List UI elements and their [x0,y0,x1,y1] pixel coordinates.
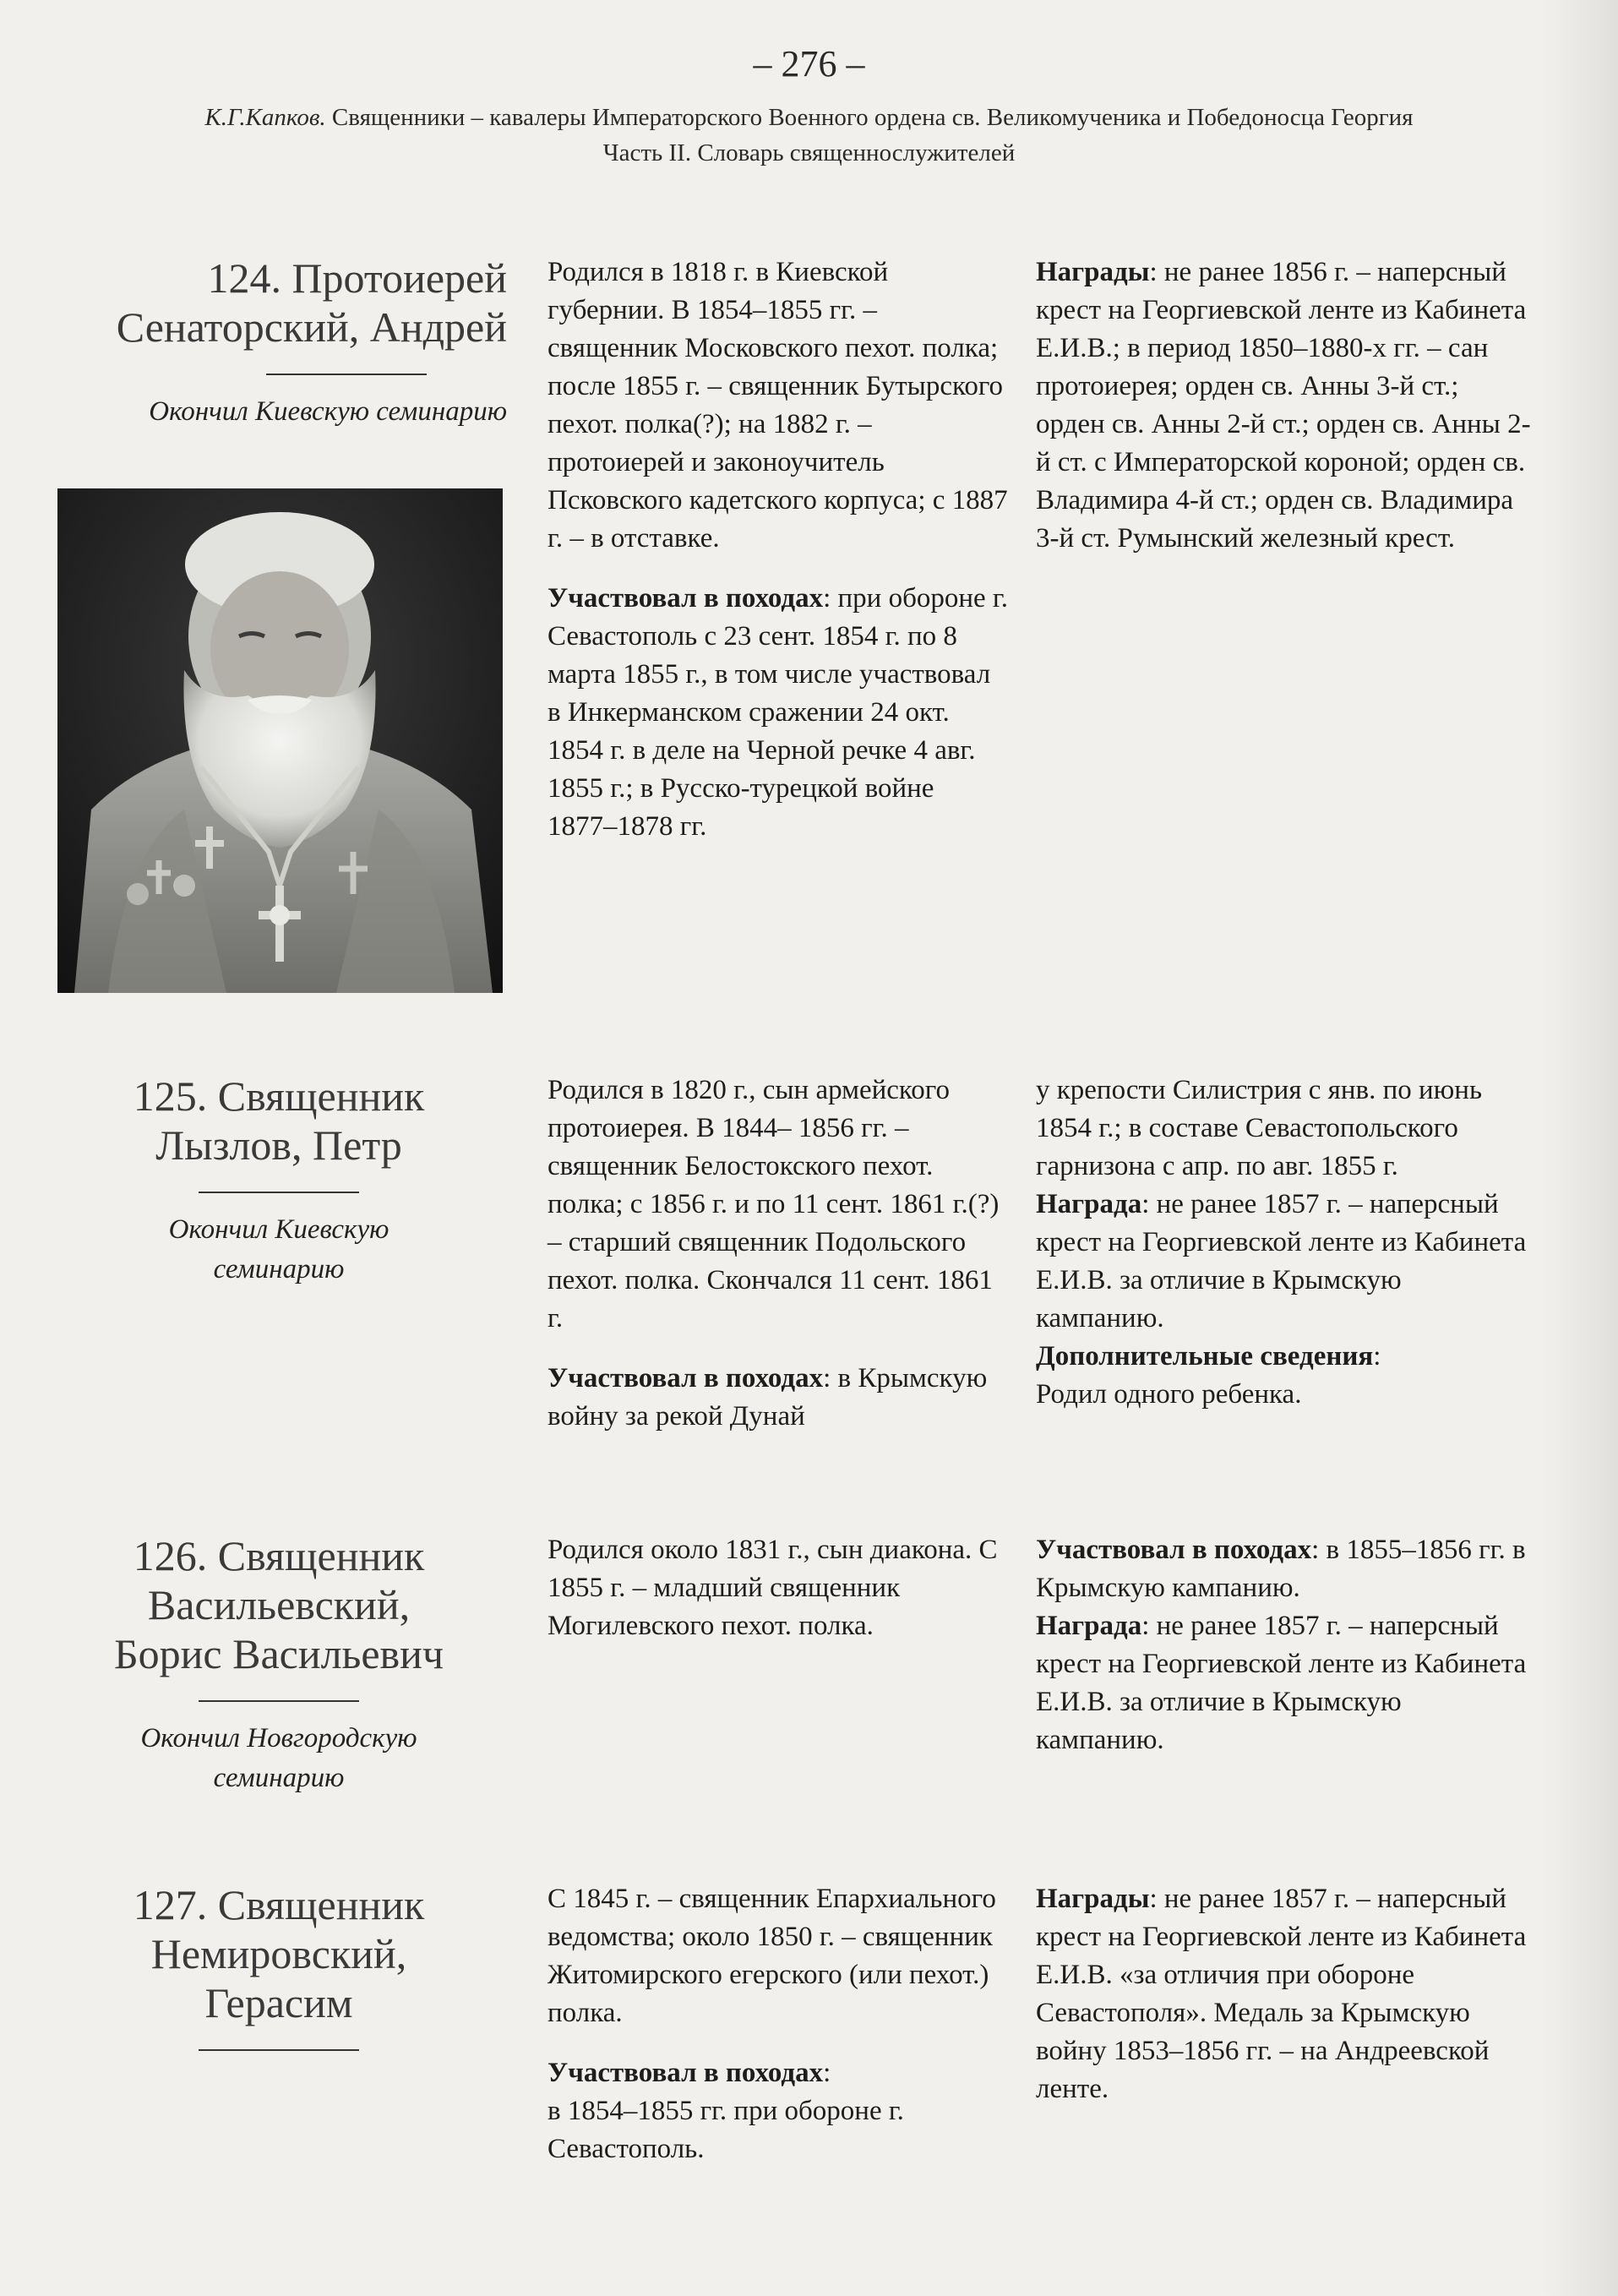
entry-125-divider [199,1192,359,1193]
entry-126-campaigns: Участвовал в походах: в 1855–1856 гг. в Крымскую кампанию. [1036,1535,1526,1603]
entry-126-awards-column [1036,1531,1534,1759]
entry-124-awards: Награды: не ранее 1856 г. – наперсный крест на Георгиевской ленте из Кабинета Е.И.В.; в период 1850–1880-х гг. – сан протоиерея; орден св. Анны 3-й ст.; орден св. Анны 2-й ст.; орден св. Анны 2-й ст. с Императорской короной; орден св. Владимира 4-й ст.; орден св. Владимира 3-й ст. Румынский железный крест. [1036,257,1531,554]
entry-126-biography-column [548,1531,1008,1667]
running-head-line1 [34,100,1584,135]
entry-125-seminary: Окончил Киевскую семинарию [168,1214,390,1284]
entry-127-heading [51,1880,507,2068]
entry-124-title: 124. Протоиерей Сенаторский, Андрей [116,254,507,351]
page-number: – 276 – [753,43,865,85]
entry-127-divider [199,2049,359,2051]
entry-125-biography-column [548,1072,1008,1458]
portrait-photo [57,488,503,993]
running-head [34,100,1584,171]
entry-127-biography: С 1845 г. – священник Епархиального ведомства; около 1850 г. – священник Житомирского егерского (или пехот.) полка. [548,1884,996,2028]
entry-125-campaigns: Участвовал в походах: в Крымскую войну за рекой Дунай [548,1363,988,1432]
entry-127-awards: Награды: не ранее 1857 г. – наперсный крест на Георгиевской ленте из Кабинета Е.И.В. «за отличия при обороне Севастополя». Медаль за Крымскую войну 1853–1856 гг. – на Андреевской ленте. [1036,1884,1527,2104]
entry-124-biography-column [548,254,1008,868]
entry-124-campaigns: Участвовал в походах: при обороне г. Севастополь с 23 сент. 1854 г. по 8 марта 1855 г., в том числе участвовал в Инкерманском сражении 24 окт. 1854 г. в деле на Черной речке 4 авг. 1855 г.; в Русско-турецкой войне 1877–1878 гг. [548,583,1008,842]
entry-127-campaigns: Участвовал в походах: в 1854–1855 гг. при обороне г. Севастополь. [548,2058,904,2164]
running-head-book-title: Священники – кавалеры Императорского Военного ордена св. Великомученика и Победоносца Георгия [331,104,1414,131]
entry-126-seminary: Окончил Новгородскую семинарию [140,1723,417,1793]
entry-127-biography-column [548,1880,1008,2190]
running-head-author: К.Г.Капков. [204,104,326,131]
page-gutter-shadow [1542,0,1618,2296]
entry-126-biography: Родился около 1831 г., сын диакона. С 1855 г. – младший священник Могилевского пехот. полка. [548,1535,998,1641]
entry-125-title: 125. Священник Лызлов, Петр [133,1072,425,1169]
entry-126-heading [51,1531,507,1798]
entry-124-awards-column [1036,254,1534,580]
entry-125-heading [51,1072,507,1290]
entry-126-award: Награда: не ранее 1857 г. – наперсный крест на Георгиевской ленте из Кабинета Е.И.В. за отличие в Крымскую кампанию. [1036,1611,1527,1755]
entry-124-divider [266,374,427,375]
entry-127-title: 127. Священник Немировский, Герасим [133,1881,425,2026]
entry-127-awards-column [1036,1880,1534,2130]
entry-125-biography: Родился в 1820 г., сын армейского протоиерея. В 1844– 1856 гг. – священник Белостокского пехот. полка; с 1856 г. и по 11 сент. 1861 г.(?) – старший священник Подольского пехот. полка. Скончался 11 сент. 1861 г. [548,1075,1000,1333]
entry-125-award: Награда: не ранее 1857 г. – наперсный крест на Георгиевской ленте из Кабинета Е.И.В. за отличие в Крымскую кампанию. [1036,1189,1527,1333]
entry-126-title: 126. Священник Васильевский, Борис Васильевич [113,1532,444,1677]
entry-124-heading [51,254,507,432]
entry-124-biography: Родился в 1818 г. в Киевской губернии. В 1854–1855 гг. – священник Московского пехот. полка; после 1855 г. – священник Бутырского пехот. полка(?); на 1882 г. – протоиерей и законоучитель Псковского кадетского корпуса; с 1887 г. – в отставке. [548,257,1008,554]
running-head-part: Часть II. Словарь священнослужителей [602,139,1016,166]
entry-125-extra-info: Дополнительные сведения: Родил одного ребенка. [1036,1341,1381,1410]
entry-125-awards-column [1036,1072,1534,1414]
entry-125-campaigns-continued: у крепости Силистрия с янв. по июнь 1854 г.; в составе Севастопольского гарнизона с апр. по авг. 1855 г. [1036,1075,1482,1181]
entry-126-divider [199,1700,359,1702]
entry-124-seminary: Окончил Киевскую семинарию [149,396,507,427]
